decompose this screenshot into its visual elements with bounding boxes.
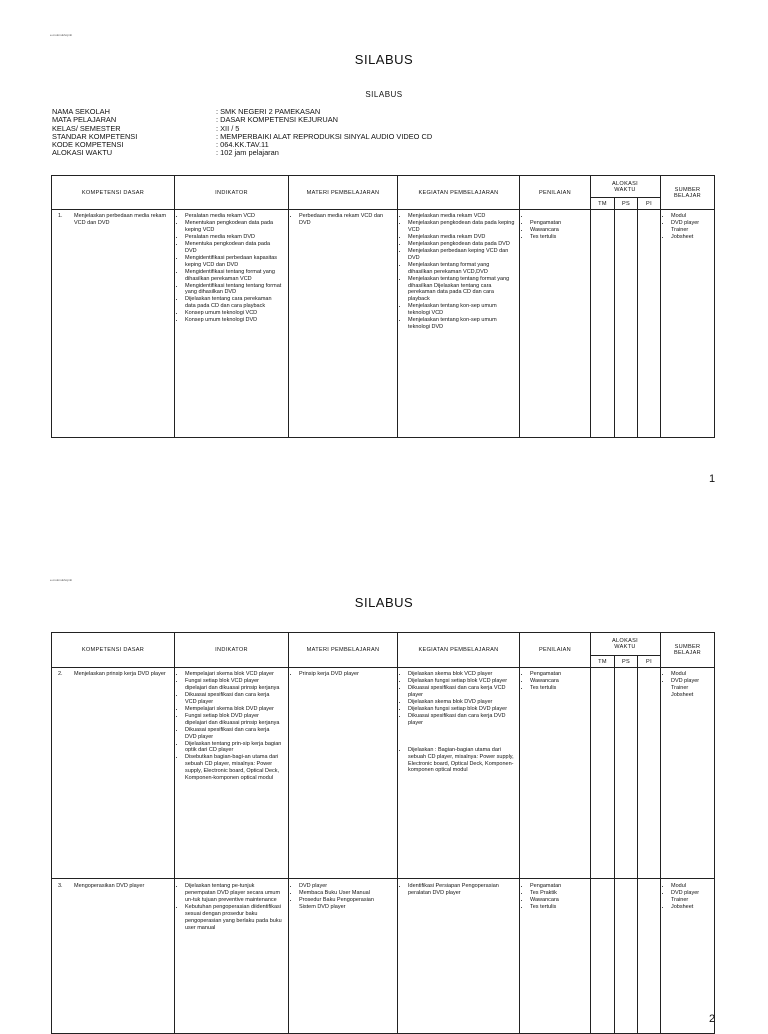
- list-item: • Menjelaskan tentang tentang format yang dihasilkan Dijelaskan tentang cara perekaman data pada CD dan cara playback: [408, 276, 515, 304]
- page-title: SILABUS: [354, 52, 414, 67]
- list-item: • Modul: [671, 213, 712, 220]
- list-item: • Mengidentifikasi tentang format yang dihasilkan perekaman VCD: [185, 269, 282, 283]
- kompetensi-cell: 2. Menjelaskan prinsip kerja DVD player: [58, 671, 166, 677]
- syllabus-table: [51, 632, 715, 1034]
- list-item: • Wawancara: [530, 678, 587, 685]
- list-item: • Mempelajari skema blok DVD player: [185, 706, 282, 713]
- list-item: • Modul: [671, 883, 712, 890]
- indikator-cell: [176, 213, 282, 324]
- materi-cell: [290, 671, 392, 678]
- header-kegiatan: KEGIATAN PEMBELAJARAN: [418, 647, 499, 653]
- header-sumber-belajar: SUMBER BELAJAR: [674, 186, 701, 199]
- list-item: • Dikuasai spesifikasi dan cara kerja DVD player: [185, 727, 282, 741]
- sumber-cell: [662, 213, 712, 241]
- page-title: SILABUS: [354, 595, 414, 610]
- list-item: • Dijelaskan fungsi setiap blok VCD player: [408, 678, 515, 685]
- list-item: • Peralatan media rekam VCD: [185, 213, 282, 220]
- school-info: [52, 108, 432, 158]
- info-row: MATA PELAJARAN : DASAR KOMPETENSI KEJURUAN: [52, 115, 338, 125]
- list-item: • Menjelaskan media rekam VCD: [408, 213, 515, 220]
- list-item: • Dijelaskan fungsi setiap blok DVD player: [408, 706, 515, 713]
- header-alokasi-waktu: ALOKASI WAKTU: [611, 180, 639, 193]
- kegiatan-cell: [399, 671, 515, 774]
- header-alokasi-waktu: ALOKASI WAKTU: [611, 638, 639, 650]
- page-number: 2: [709, 1013, 716, 1025]
- page-label: e-mukmukhojmb: [50, 33, 73, 37]
- list-item: • Menjelaskan perbedaan keping VCD dan DVD: [408, 248, 515, 262]
- page-label: e-mukmukhojmb: [50, 578, 73, 582]
- list-item: • Membaca Buku User Manual: [299, 890, 392, 897]
- list-item: • Peralatan media rekam DVD: [185, 234, 282, 241]
- list-item: • DVD player Trainer Jobsheet: [671, 678, 712, 699]
- list-item: • Menjelaskan pengkodean data pada DVD: [408, 241, 515, 248]
- list-item: • DVD player Trainer: [671, 220, 712, 234]
- list-item: • Dijelaskan skema blok VCD player: [408, 671, 515, 678]
- page-subtitle: SILABUS: [365, 90, 403, 99]
- kegiatan-cell: [399, 883, 515, 897]
- list-item: • Menjelaskan media rekam DVD: [408, 234, 515, 241]
- list-item: • Konsep umum teknologi DVD: [185, 317, 282, 324]
- sumber-cell: [662, 671, 712, 699]
- list-item: • Tes tertulis: [530, 685, 587, 692]
- list-item: • Dijelaskan tentang cara perekaman data pada CD dan cara playback: [185, 296, 282, 310]
- info-row: STANDAR KOMPETENSI : MEMPERBAIKI ALAT REPRODUKSI SINYAL AUDIO VIDEO CD: [52, 131, 433, 141]
- syllabus-table: [51, 175, 715, 438]
- list-item: • Menjelaskan tentang format yang dihasilkan perekaman VCD,DVD: [408, 262, 515, 276]
- kegiatan-cell: [399, 213, 515, 331]
- list-item: • Disebutkan bagian-bagi-an utama dari sebuah CD player, misalnya: Power supply, Electronic board, Optical Deck, Komponen-komponen optical modul: [185, 754, 282, 782]
- page-number: 1: [709, 473, 716, 485]
- list-item: • Pengamatan: [530, 671, 587, 678]
- list-item: • Menjelaskan pengkodean data pada keping VCD: [408, 220, 515, 234]
- list-item: • Fungsi setiap blok DVD player dipelajari dan dikuasai prinsip kerjanya: [185, 713, 282, 727]
- list-item: • Mempelajari skema blok VCD player: [185, 671, 282, 678]
- list-item: • Dijelaskan : Bagian-bagian utama dari sebuah CD player, misalnya: Power supply, Electronic board, Optical Deck, Komponen-komponen optical modul: [408, 747, 515, 775]
- header-penilaian: PENILAIAN: [539, 189, 571, 196]
- list-item: • Mengidentifikasi tentang tentang format yang dihasilkan DVD: [185, 283, 282, 297]
- list-item: • Pengamatan: [530, 883, 587, 890]
- list-item: • Tes Praktik: [530, 890, 587, 897]
- info-row: ALOKASI WAKTU : 102 jam pelajaran: [52, 148, 279, 158]
- kompetensi-cell: 3. Mengoperasikan DVD player: [58, 883, 145, 889]
- header-pi: PI: [646, 658, 652, 665]
- info-row: NAMA SEKOLAH : SMK NEGERI 2 PAMEKASAN: [52, 107, 321, 116]
- list-item: • Tes tertulis: [530, 904, 587, 911]
- sumber-cell: [662, 883, 712, 911]
- list-item: • Dijelaskan tentang pe-tunjuk penempatan DVD player secara umum un-tuk tujuan preventive maintenance: [185, 883, 282, 904]
- info-row: KELAS/ SEMESTER : XII / 5: [52, 123, 240, 133]
- list-item: • Dikuasai spesifikasi dan cara kerja DVD player: [408, 713, 515, 727]
- header-materi: MATERI PEMBELAJARAN: [306, 647, 380, 653]
- materi-cell: [290, 883, 392, 911]
- list-item: • Dijelaskan tentang prin-sip kerja bagian optik dari CD player: [185, 741, 282, 755]
- penilaian-cell: [521, 671, 587, 692]
- indikator-cell: [176, 883, 282, 932]
- list-item: • Mengidentifikasi perbedaan kapasitas keping VCD dan DVD: [185, 255, 282, 269]
- header-ps: PS: [621, 200, 631, 207]
- list-item: • Jobsheet: [671, 234, 712, 241]
- materi-cell: [290, 213, 392, 227]
- indikator-cell: [176, 671, 282, 782]
- header-tm: TM: [598, 658, 607, 665]
- list-item: • Menjelaskan tentang kon-sep umum teknologi VCD: [408, 303, 515, 317]
- list-item: • Identifikasi Persiapan Pengoperasian peralatan DVD player: [408, 883, 515, 897]
- list-item: • Dikuasai spesifikasi dan cara kerja VCD player: [408, 685, 515, 699]
- header-kegiatan: KEGIATAN PEMBELAJARAN: [418, 189, 499, 196]
- list-item: • Dikuasai spesifikasi dan cara kerja VCD player: [185, 692, 282, 706]
- list-item: • Menentuka pengkodean data pada DVD: [185, 241, 282, 255]
- header-pi: PI: [646, 200, 652, 207]
- penilaian-cell: [521, 213, 587, 241]
- list-item: • DVD player Trainer: [671, 890, 712, 904]
- list-item: • Wawancara: [530, 897, 587, 904]
- header-kompetensi-dasar: KOMPETENSI DASAR: [81, 189, 145, 196]
- header-kompetensi-dasar: KOMPETENSI DASAR: [81, 647, 145, 653]
- list-item: • Menjelaskan tentang kon-sep umum teknologi DVD: [408, 317, 515, 331]
- list-item: • Jobsheet: [671, 904, 712, 911]
- header-indikator: INDIKATOR: [215, 647, 248, 653]
- list-item: • Pengamatan: [530, 220, 587, 227]
- list-item: • Wawancara: [530, 227, 587, 234]
- list-item: • Kebutuhan pengoperasian diidentifikasi sesuai dengan prosedur baku pengoperasian yang berlaku pada buku user manual: [185, 904, 282, 932]
- kompetensi-cell: 1. Menjelaskan perbedaan media rekam VCD dan DVD: [58, 213, 167, 226]
- list-item: [530, 213, 587, 220]
- header-sumber-belajar: SUMBER BELAJAR: [674, 644, 701, 656]
- header-indikator: INDIKATOR: [215, 189, 248, 196]
- list-item: • Modul: [671, 671, 712, 678]
- header-ps: PS: [621, 658, 631, 665]
- list-item: • Fungsi setiap blok VCD player dipelajari dan dikuasai prinsip kerjanya: [185, 678, 282, 692]
- info-row: KODE KOMPETENSI : 064.KK.TAV.11: [52, 140, 269, 150]
- list-item: • Menentukan pengkodean data pada keping VCD: [185, 220, 282, 234]
- list-item: • Perbedaan media rekam VCD dan DVD: [299, 213, 392, 227]
- list-item: • DVD player: [299, 883, 392, 890]
- list-item: • Konsep umum teknologi VCD: [185, 310, 282, 317]
- header-penilaian: PENILAIAN: [539, 647, 571, 653]
- header-materi: MATERI PEMBELAJARAN: [306, 189, 380, 196]
- list-item: • Dijelaskan skema blok DVD player: [408, 699, 515, 706]
- list-item: • Tes tertulis: [530, 234, 587, 241]
- header-tm: TM: [598, 200, 607, 207]
- list-item: • Prosedur Baku Pengoperasian Sistem DVD player: [299, 897, 392, 911]
- penilaian-cell: [521, 883, 587, 911]
- list-item: • Prinsip kerja DVD player: [299, 671, 392, 678]
